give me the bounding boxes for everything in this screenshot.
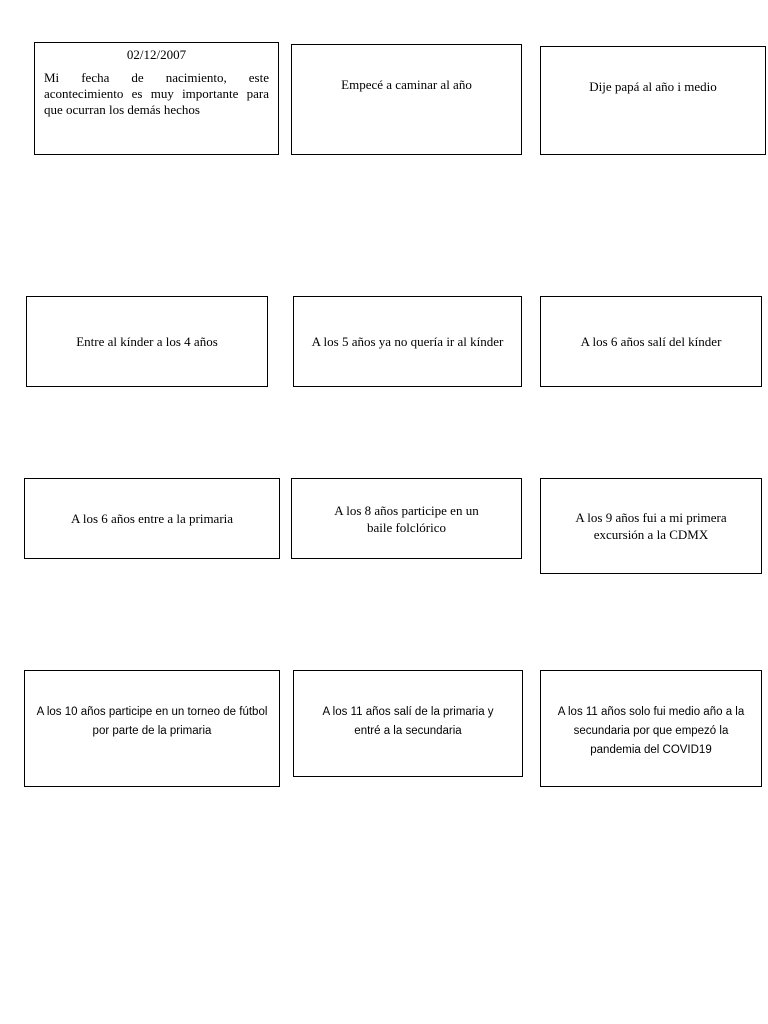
timeline-box-pandemic: [540, 670, 762, 787]
timeline-box-kinder-age5: [293, 296, 522, 387]
timeline-box-folk-dance: [291, 478, 522, 559]
timeline-box-text: A los 8 años participe en un baile folclórico: [334, 502, 479, 535]
timeline-box-primary-start: [24, 478, 280, 559]
timeline-box-text: A los 11 años salí de la primaria y entré a la secundaria: [322, 706, 494, 737]
timeline-box-birth: [34, 42, 279, 155]
timeline-box-first-word: [540, 46, 766, 155]
timeline-box-kinder-start: [26, 296, 268, 387]
timeline-box-text: Dije papá al año i medio: [589, 79, 717, 94]
timeline-box-text: Mi fecha de nacimiento, este acontecimiento es muy importante para que ocurran los demás hechos: [44, 70, 269, 117]
timeline-box-text: Empecé a caminar al año: [341, 77, 472, 92]
timeline-box-text: A los 6 años salí del kínder: [580, 334, 722, 349]
timeline-box-text: A los 6 años entre a la primaria: [70, 511, 234, 526]
timeline-box-walking: [291, 44, 522, 155]
timeline-box-secondary-start: [293, 670, 523, 777]
timeline-box-kinder-end: [540, 296, 762, 387]
timeline-box-football: [24, 670, 280, 787]
timeline-box-text: A los 5 años ya no quería ir al kínder: [311, 334, 504, 349]
timeline-box-text: A los 9 años fui a mi primera excursión a la CDMX: [575, 510, 727, 542]
birth-date: 02/12/2007: [126, 47, 187, 62]
timeline-box-text: Entre al kínder a los 4 años: [76, 334, 218, 349]
timeline-box-cdmx-trip: [540, 478, 762, 574]
timeline-box-text: A los 10 años participe en un torneo de fútbol por parte de la primaria: [36, 706, 268, 737]
timeline-box-text: A los 11 años solo fui medio año a la secundaria por que empezó la pandemia del COVID19: [557, 706, 745, 756]
